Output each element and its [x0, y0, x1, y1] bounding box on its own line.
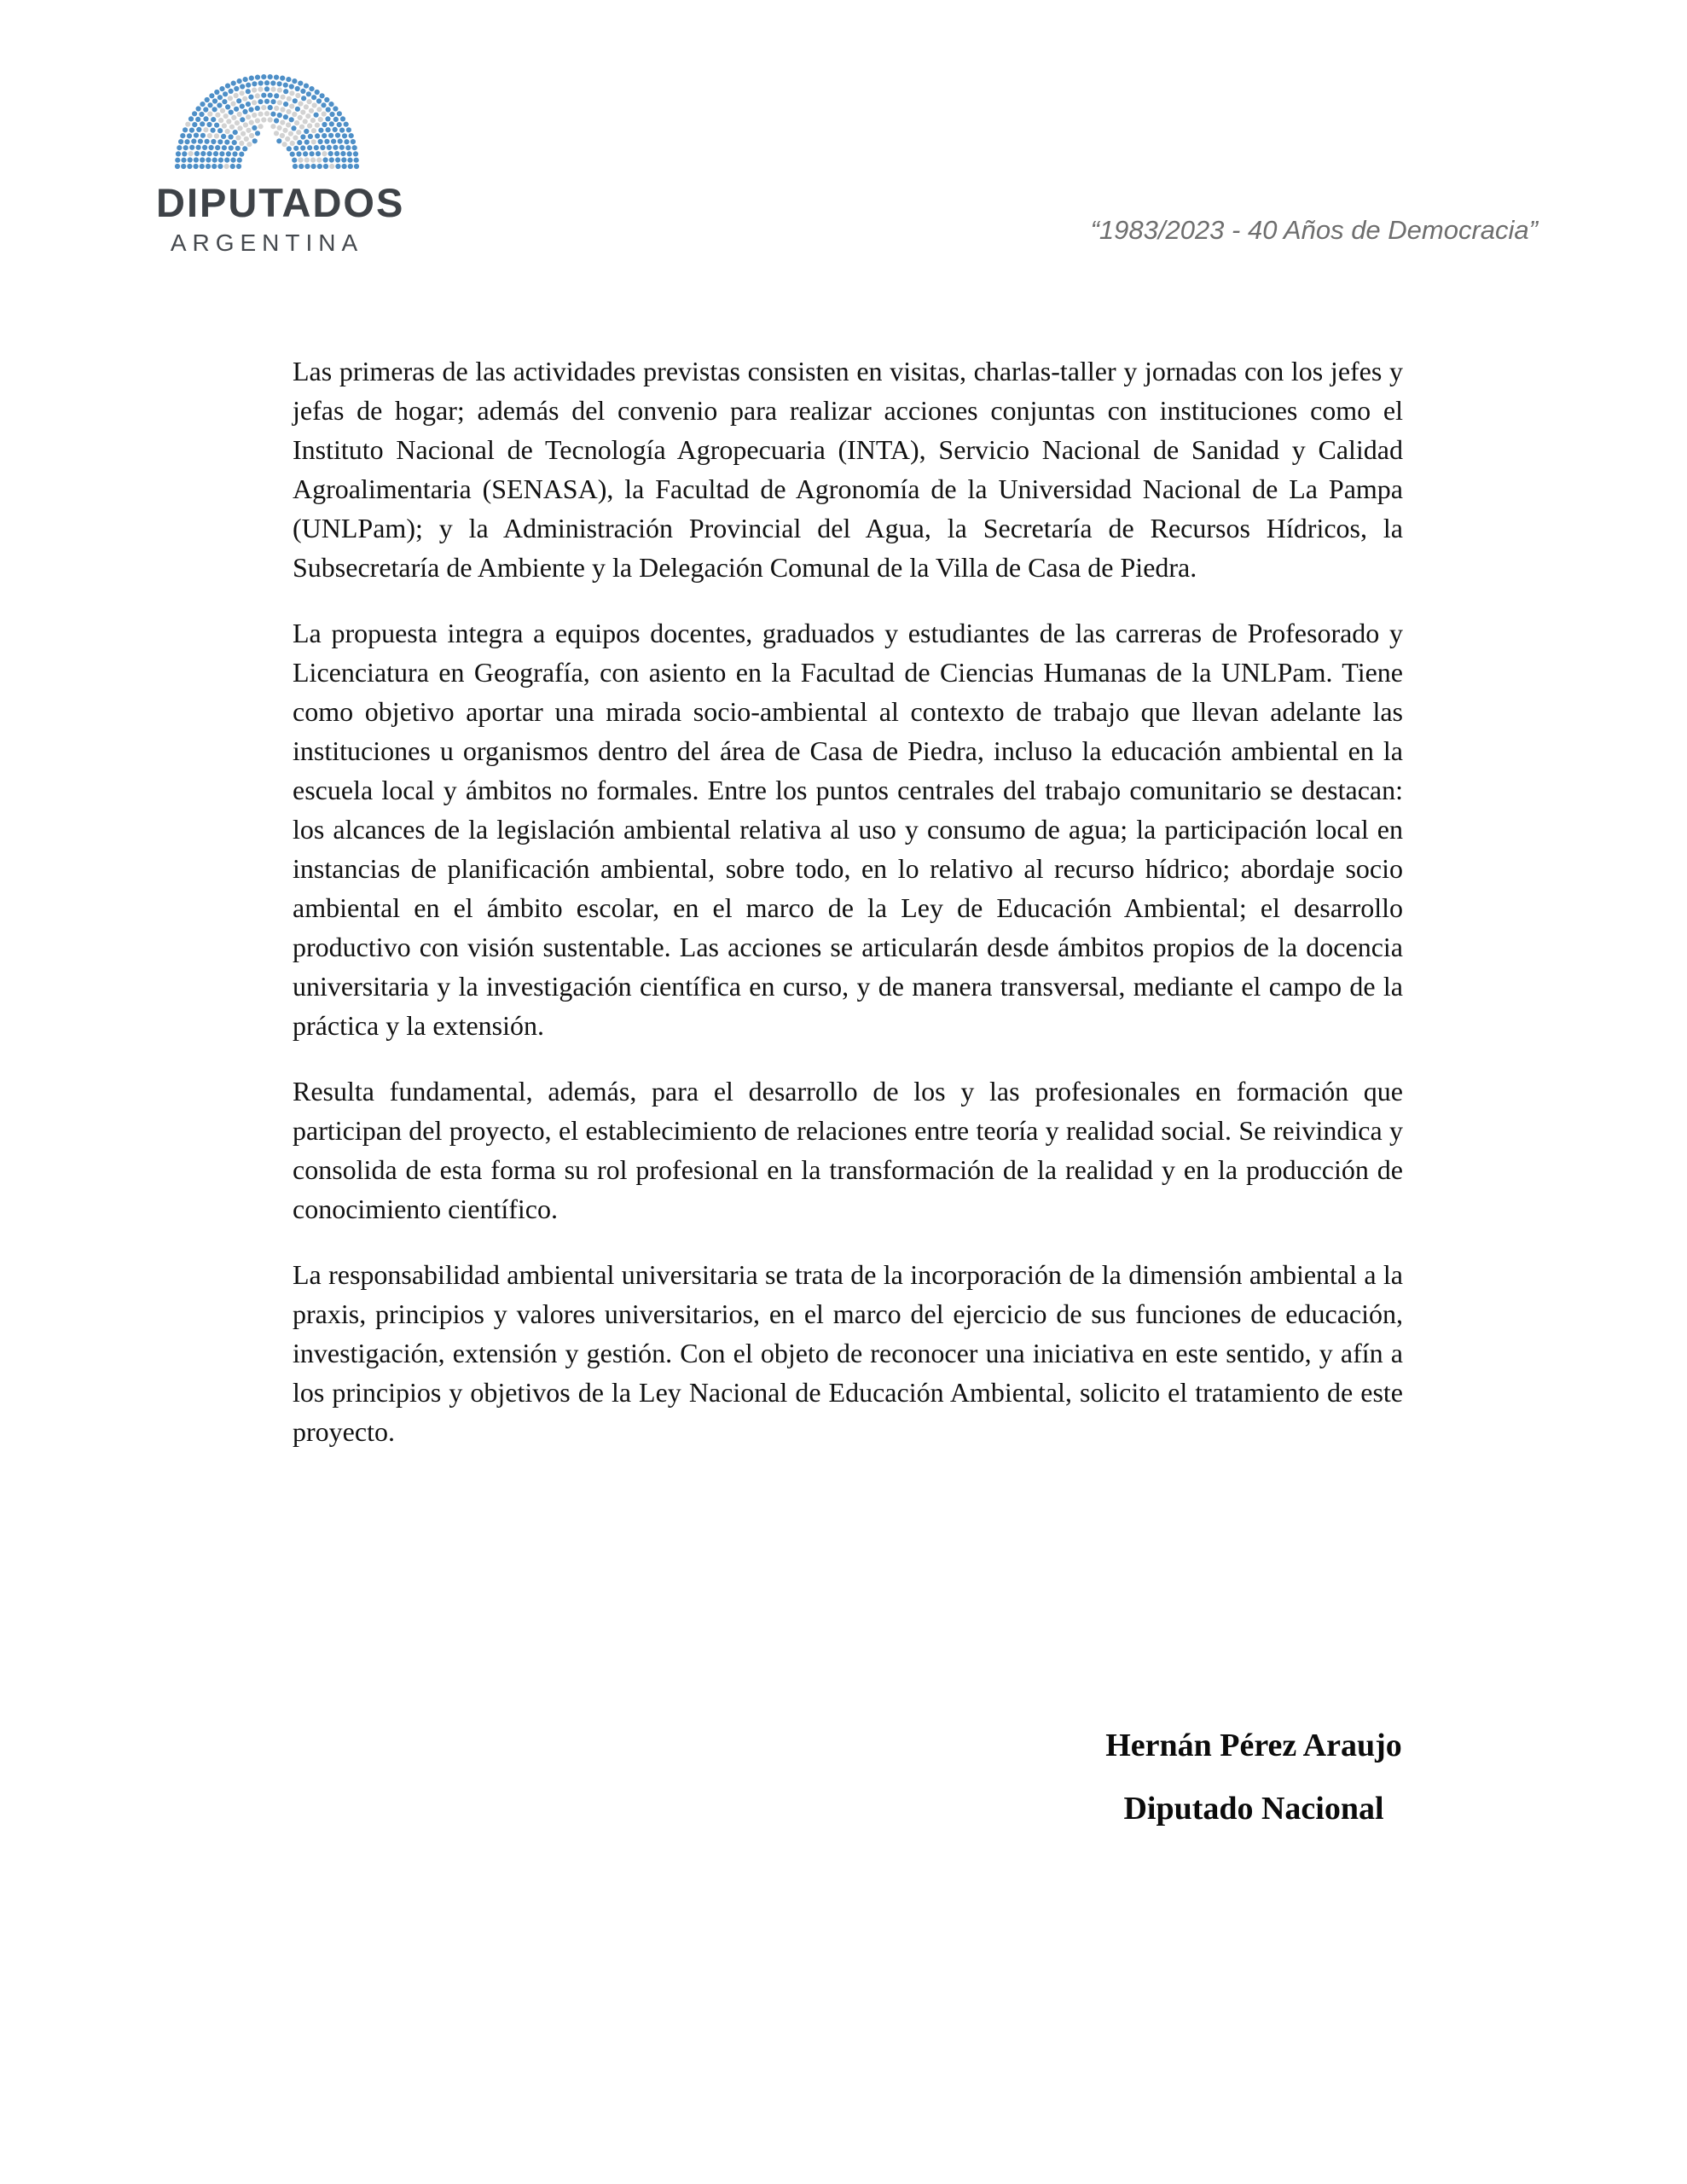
body-paragraph: Resulta fundamental, además, para el desarrollo de los y las profesionales en formación que participan del proyecto, el establecimiento de relaciones entre teoría y realidad social. Se reivindica y consolida de esta forma su rol profesional en la transformación de la realidad y en la producción de conocimiento científico. [293, 1076, 1403, 1224]
anniversary-motto: “1983/2023 - 40 Años de Democracia” [1090, 215, 1538, 245]
body-paragraph: La propuesta integra a equipos docentes, graduados y estudiantes de las carreras de Profesorado y Licenciatura en Geografía, con asiento en la Facultad de Ciencias Humanas de la UNLPam. Tiene como objetivo aportar una mirada socio-ambiental al contexto de trabajo que llevan adelante las instituciones u organismos dentro del área de Casa de Piedra, incluso la educación ambiental en la escuela local y ámbitos no formales. Entre los puntos centrales del trabajo comunitario se destacan: los alcances de la legislación ambiental relativa al uso y consumo de agua; la participación local en instancias de planificación ambiental, sobre todo, en lo relativo al recurso hídrico; abordaje socio ambiental en el ámbito escolar, en el marco de la Ley de Educación Ambiental; el desarrollo productivo con visión sustentable. Las acciones se articularán desde ámbitos propios de la docencia universitaria y la investigación científica en curso, y de manera transversal, mediante el campo de la práctica y la extensión. [293, 618, 1403, 1041]
letter-body [293, 351, 1403, 1478]
diputados-logo [156, 68, 405, 257]
hemicycle-logo-icon [168, 68, 366, 172]
body-paragraph: Las primeras de las actividades previstas consisten en visitas, charlas-taller y jornadas con los jefes y jefas de hogar; además del convenio para realizar acciones conjuntas con instituciones como el Instituto Nacional de Tecnología Agropecuaria (INTA), Servicio Nacional de Sanidad y Calidad Agroalimentaria (SENASA), la Facultad de Agronomía de la Universidad Nacional de La Pampa (UNLPam); y la Administración Provincial del Agua, la Secretaría de Recursos Hídricos, la Subsecretaría de Ambiente y la Delegación Comunal de la Villa de Casa de Piedra. [293, 356, 1403, 583]
logo-subtitle: ARGENTINA [170, 229, 364, 256]
signature-block [989, 1725, 1518, 1829]
logo-title: DIPUTADOS [156, 180, 405, 225]
body-paragraph: La responsabilidad ambiental universitaria se trata de la incorporación de la dimensión ambiental a la praxis, principios y valores universitarios, en el marco del ejercicio de sus funciones de educación, investigación, extensión y gestión. Con el objeto de reconocer una iniciativa en este sentido, y afín a los principios y objetivos de la Ley Nacional de Educación Ambiental, solicito el tratamiento de este proyecto. [293, 1259, 1403, 1447]
signatory-name: Hernán Pérez Araujo [1105, 1728, 1402, 1763]
signatory-role: Diputado Nacional [1123, 1791, 1384, 1827]
